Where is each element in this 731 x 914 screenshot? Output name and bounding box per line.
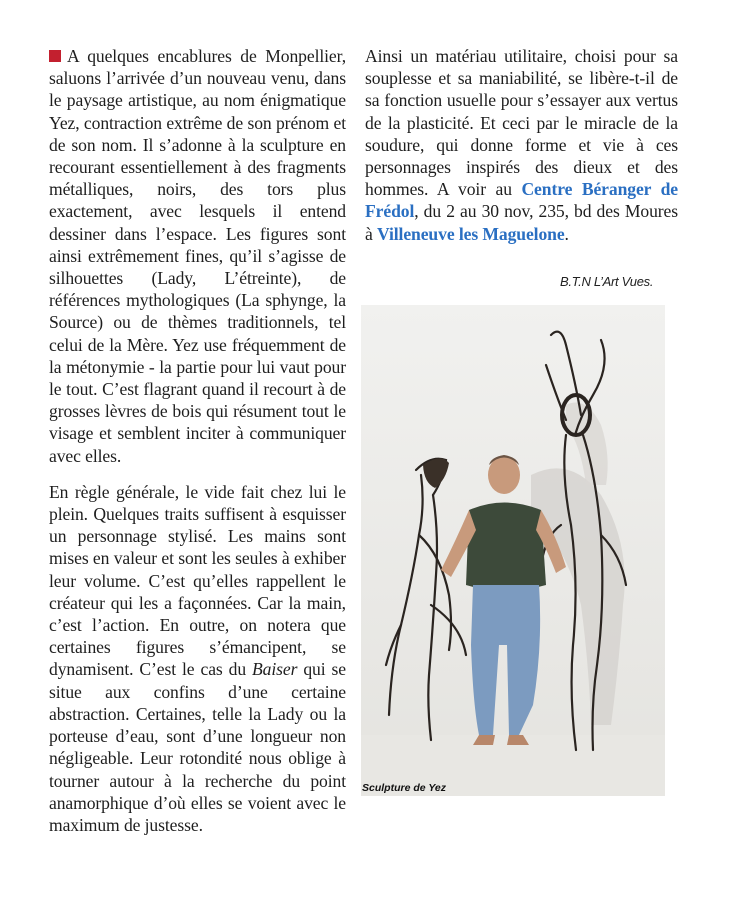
paragraph-2-text-b: qui se situe aux confins d’une certaine abstraction. Certaines, telle la Lady ou la porteuse d’eau, sont d’une longueur non négligeable. Leur rotondité nous oblige à tourner autour à la recherche du point anamorphique d’où elles se voient avec le maximum de justesse. — [49, 659, 346, 835]
sculpture-photo — [361, 305, 665, 796]
left-column — [49, 45, 346, 836]
paragraph-3-text-c: . — [564, 223, 569, 244]
paragraph-3-text-a: Ainsi un matériau utilitaire, choisi pour sa souplesse et sa maniabilité, se libère-t-il de sa fonction usuelle pour s’essayer aux vertus de la plasticité. Et ceci par le miracle de la soudure, qui donne forme et vie à ces personnages inspirés des dieux et des hommes. A voir au — [365, 46, 678, 200]
paragraph-1 — [49, 45, 346, 467]
venue-name: Centre Béranger de Frédol — [365, 179, 678, 222]
author-signature: B.T.N L’Art Vues. — [560, 274, 654, 289]
town-name: Villeneuve les Maguelone — [377, 223, 565, 244]
photo-caption: Sculpture de Yez — [362, 782, 447, 794]
work-title-baiser: Baiser — [252, 659, 298, 680]
photo-illustration — [361, 305, 665, 796]
paragraph-marker — [49, 50, 61, 62]
right-column — [365, 45, 678, 245]
paragraph-3-text-b: , du 2 au 30 nov, 235, bd des Moures à — [365, 201, 678, 244]
paragraph-1-text: A quelques encablures de Monpellier, saluons l’arrivée d’un nouveau venu, dans le paysage artistique, au nom énigmatique Yez, contraction extrême de son prénom et de son nom. Il s’adonne à la sculpture en recourant essentiellement à des fragments métalliques, noirs, des tors plus exactement, avec lesquels il entend dessiner dans l’espace. Les figures sont ainsi extrêmement fines, qu’il s’agisse de silhouettes (Lady, L’étreinte), de références mythologiques (La sphynge, la Source) ou de thèmes traditionnels, tel celui de la Mère. Yez use fréquemment de la métonymie - la partie pour lui vaut pour le tout. C’est flagrant quand il recourt à de grosses lèvres de bois qui résument tout le visage et semblent inciter à communiquer avec elles. — [49, 46, 346, 466]
paragraph-2 — [49, 481, 346, 836]
paragraph-3 — [365, 45, 678, 245]
paragraph-2-text-a: En règle générale, le vide fait chez lui le plein. Quelques traits suffisent à esquisser un personnage stylisé. Les mains sont mises en valeur et sont les seules à exhiber leur volume. C’est qu’elles rappellent le créateur qui les a façonnées. Car la main, c’est l’action. En outre, on notera que certaines figures s’émancipent, se dynamisent. C’est le cas du — [49, 481, 346, 680]
